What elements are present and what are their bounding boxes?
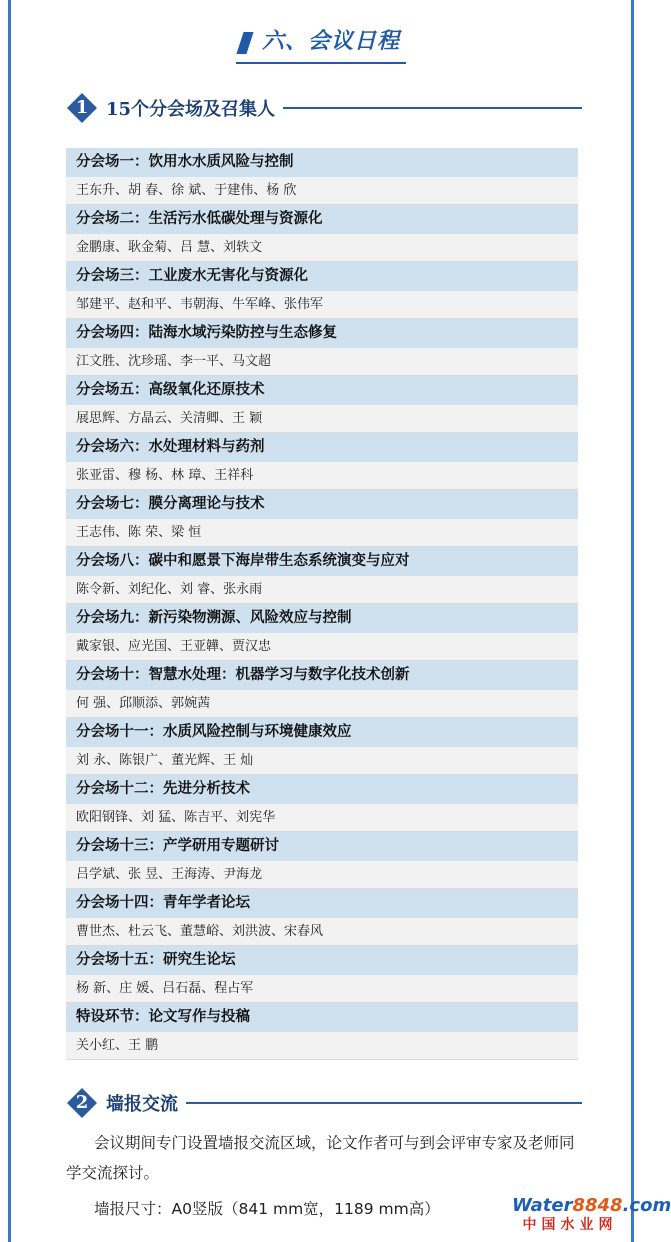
poster-info [66, 1128, 586, 1224]
session-title-row: 分会场七：膜分离理论与技术 [66, 490, 578, 519]
poster-paragraph: 会议期间专门设置墙报交流区域，论文作者可与到会评审专家及老师同学交流探讨。 [66, 1134, 575, 1182]
session-title-row: 特设环节：论文写作与投稿 [66, 1003, 578, 1032]
number-badge-icon [66, 92, 98, 124]
title-slash-icon [236, 32, 253, 54]
session-title-row: 分会场十：智慧水处理：机器学习与数字化技术创新 [66, 661, 578, 690]
session-title-row: 分会场十一：水质风险控制与环境健康效应 [66, 718, 578, 747]
watermark-brand-suffix: .com [622, 1195, 671, 1216]
section-2-header [66, 1083, 582, 1123]
watermark-cn: 中国水业网 [522, 1217, 618, 1233]
session-title-row: 分会场四：陆海水域污染防控与生态修复 [66, 319, 578, 348]
watermark-brand-number: 8848 [572, 1195, 623, 1216]
session-title-row: 分会场十三：产学研用专题研讨 [66, 832, 578, 861]
page-frame-left [8, 0, 11, 1242]
session-conveners-row: 欧阳钢锋、刘 猛、陈吉平、刘宪华 [66, 804, 578, 833]
session-conveners-row: 曹世杰、杜云飞、董慧峪、刘洪波、宋春风 [66, 918, 578, 947]
section-2-number: 2 [75, 1092, 89, 1113]
session-conveners-row: 戴家银、应光国、王亚韡、贾汉忠 [66, 633, 578, 662]
watermark-logo [512, 1195, 671, 1234]
session-conveners-row: 王志伟、陈 荣、梁 恒 [66, 519, 578, 548]
session-title-row: 分会场八：碳中和愿景下海岸带生态系统演变与应对 [66, 547, 578, 576]
session-conveners-row: 杨 新、庄 媛、吕石磊、程占军 [66, 975, 578, 1004]
session-title-row: 分会场一：饮用水水质风险与控制 [66, 148, 578, 177]
session-title-row: 分会场五：高级氧化还原技术 [66, 376, 578, 405]
session-title-row: 分会场二：生活污水低碳处理与资源化 [66, 205, 578, 234]
session-conveners-row: 王东升、胡 春、徐 斌、于建伟、杨 欣 [66, 177, 578, 206]
session-conveners-row: 邹建平、赵和平、韦朝海、牛军峰、张伟军 [66, 291, 578, 320]
poster-size: 墙报尺寸：A0竖版（841 mm宽，1189 mm高） [94, 1200, 440, 1218]
session-title-row: 分会场十五：研究生论坛 [66, 946, 578, 975]
session-table [66, 148, 578, 1060]
page-title: 六、会议日程 [261, 29, 400, 54]
page-title-block [0, 26, 642, 66]
number-badge-icon [66, 1087, 98, 1119]
session-title-row: 分会场九：新污染物溯源、风险效应与控制 [66, 604, 578, 633]
session-conveners-row: 关小红、王 鹏 [66, 1032, 578, 1061]
session-title-row: 分会场十四：青年学者论坛 [66, 889, 578, 918]
section-2-title: 墙报交流 [106, 1094, 178, 1115]
session-conveners-row: 张亚雷、穆 杨、林 璋、王祥科 [66, 462, 578, 491]
session-conveners-row: 江文胜、沈珍瑶、李一平、马文超 [66, 348, 578, 377]
section-1-number: 1 [75, 97, 89, 118]
section-1-header [66, 88, 582, 128]
page-frame-right [631, 0, 634, 1242]
section-1-title: 15个分会场及召集人 [106, 99, 276, 120]
session-conveners-row: 何 强、邱顺添、郭婉茜 [66, 690, 578, 719]
session-conveners-row: 金鹏康、耿金菊、吕 慧、刘轶文 [66, 234, 578, 263]
session-conveners-row: 吕学斌、张 昱、王海涛、尹海龙 [66, 861, 578, 890]
session-title-row: 分会场三：工业废水无害化与资源化 [66, 262, 578, 291]
session-conveners-row: 陈令新、刘纪化、刘 睿、张永雨 [66, 576, 578, 605]
session-title-row: 分会场六：水处理材料与药剂 [66, 433, 578, 462]
section-1-rule [283, 107, 582, 109]
watermark-brand: Water [512, 1195, 573, 1216]
session-conveners-row: 展思辉、方晶云、关清卿、王 颖 [66, 405, 578, 434]
section-2-rule [186, 1102, 582, 1104]
session-conveners-row: 刘 永、陈银广、董光辉、王 灿 [66, 747, 578, 776]
session-title-row: 分会场十二：先进分析技术 [66, 775, 578, 804]
